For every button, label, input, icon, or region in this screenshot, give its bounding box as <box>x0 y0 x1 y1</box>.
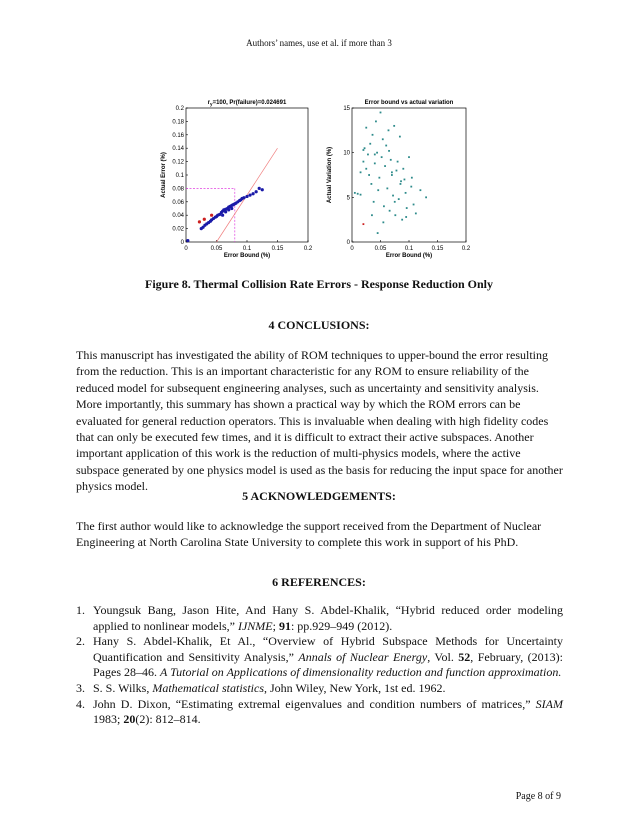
reference-number: 1. <box>76 603 85 617</box>
data-point <box>374 162 376 164</box>
data-point <box>221 214 224 217</box>
y-tick-label: 0 <box>180 240 184 246</box>
data-point <box>186 239 189 242</box>
data-point <box>425 196 427 198</box>
data-point <box>400 183 402 185</box>
y-tick-label: 0.06 <box>172 199 184 206</box>
data-point <box>411 177 413 179</box>
data-point <box>375 121 377 123</box>
x-tick-label: 0.05 <box>374 246 387 252</box>
data-point <box>401 219 403 221</box>
reference-item <box>76 681 563 697</box>
y-tick-label: 0.12 <box>172 159 184 166</box>
data-point <box>399 136 401 138</box>
reference-sep: ; <box>272 618 279 633</box>
data-point <box>410 186 412 188</box>
reference-authors: John D. Dixon, “Estimating extremal eigenvalues and condition numbers of matrices,” <box>93 696 536 711</box>
reference-rest: (2): 812–814. <box>135 712 201 727</box>
acknowledgements-paragraph: The first author would like to acknowledge the support received from the Department of Nuclear Engineering at North Carolina State University to complete this work in support of his PhD. <box>76 519 542 550</box>
chart-title-subscript: y <box>210 101 213 107</box>
data-point <box>245 195 248 198</box>
reference-volume: 52 <box>458 649 471 664</box>
data-point <box>386 188 388 190</box>
data-point <box>203 218 206 221</box>
y-tick-label: 10 <box>343 150 350 157</box>
chart-title-main: =100, Pr(failure)=0.024691 <box>212 100 287 106</box>
reference-item <box>76 603 563 634</box>
y-axis-label: Actual Error (%) <box>161 152 167 198</box>
data-point <box>373 201 375 203</box>
data-point <box>376 152 378 154</box>
data-point <box>374 154 376 156</box>
reference-journal: Mathematical statistics <box>152 680 264 695</box>
data-point <box>363 149 365 151</box>
data-point <box>391 174 393 176</box>
data-point <box>408 156 410 158</box>
chart-title <box>208 100 287 107</box>
y-tick-label: 0.16 <box>172 132 184 139</box>
data-point <box>248 194 251 197</box>
reference-list <box>76 603 563 728</box>
data-point <box>368 174 370 176</box>
x-tick-label: 0.2 <box>461 246 471 252</box>
y-tick-label: 0.04 <box>172 213 184 220</box>
data-point <box>377 232 379 234</box>
x-tick-label: 0 <box>184 246 188 252</box>
data-point <box>405 192 407 194</box>
reference-number: 2. <box>76 634 85 649</box>
reference-sep: , Vol. <box>427 649 459 664</box>
x-tick-label: 0.1 <box>242 246 252 252</box>
y-axis-label: Actual Variation (%) <box>327 146 333 204</box>
data-point <box>261 188 264 191</box>
reference-volume: 91 <box>278 618 291 633</box>
data-point <box>210 214 213 217</box>
reference-authors: Hany S. Abdel-Khalik, Et Al., “Overview of Hybrid Subspace Methods for Uncertainty Quantification and Sensitivity Analysis,” <box>93 634 563 664</box>
data-point <box>370 183 372 185</box>
reference-rest: : pp.929–949 (2012). <box>290 618 393 633</box>
x-tick-label: 0.15 <box>271 246 284 252</box>
data-point <box>371 214 373 216</box>
plot-frame <box>186 108 308 242</box>
x-axis-label: Error Bound (%) <box>223 253 271 259</box>
y-tick-label: 0 <box>346 240 350 246</box>
data-point <box>405 216 407 218</box>
data-point <box>389 210 391 212</box>
reference-authors: Youngsuk Bang, Jason Hite, And Hany S. Abdel-Khalik, “Hybrid reduced order modeling applied to nonlinear models,” <box>93 603 563 633</box>
reference-extra: A Tutorial on Applications of dimensionality reduction and function approximation. <box>160 665 562 680</box>
x-tick-label: 0.15 <box>431 246 444 252</box>
data-point <box>360 171 362 173</box>
y-tick-label: 5 <box>346 195 350 202</box>
data-point <box>382 138 384 140</box>
y-tick-label: 0.2 <box>175 106 184 112</box>
data-point <box>397 161 399 163</box>
y-tick-label: 0.18 <box>172 119 184 126</box>
x-tick-label: 0.05 <box>210 246 223 252</box>
data-point <box>388 150 390 152</box>
data-point <box>383 205 385 207</box>
conclusions-heading: 4 CONCLUSIONS: <box>268 318 370 332</box>
data-point <box>420 189 422 191</box>
data-point <box>367 154 369 156</box>
chart-title-prefix: r <box>207 100 211 106</box>
data-point <box>393 125 395 127</box>
data-point <box>402 168 404 170</box>
x-tick-label: 0.2 <box>303 246 313 252</box>
y-tick-label: 0.02 <box>172 226 184 233</box>
data-point <box>388 129 390 131</box>
figure-caption: Figure 8. Thermal Collision Rate Errors - Response Reduction Only <box>145 277 493 291</box>
conclusions-paragraph: This manuscript has investigated the ability of ROM techniques to upper-bound the error resulting from the reduction. This is an important characteristic for any ROM to ensure reliability of the reduced model for subsequent engineering analyses, such as uncertainty and sensitivity analysis. More importantly, this summary has shown a practical way by which the ROM errors can be evaluated for general reduction operators. This is invaluable when dealing with high fidelity codes that can only be executed few times, and it is difficult to extract their active subspaces. Another important application of this work is the reduction of multi-physics models, where the active subspace generated by one physics model is used as the basis for reducing the input space for another physics model. <box>76 348 563 494</box>
data-point <box>391 171 393 173</box>
data-point <box>381 156 383 158</box>
reference-item <box>76 697 563 728</box>
data-point <box>354 192 356 194</box>
references-heading: 6 REFERENCES: <box>272 575 366 589</box>
data-point <box>252 192 255 195</box>
data-point <box>377 189 379 191</box>
data-point <box>406 207 408 209</box>
x-axis-label: Error Bound (%) <box>385 253 433 259</box>
reference-volume: 20 <box>123 712 136 727</box>
data-point <box>363 161 365 163</box>
data-point <box>357 193 359 195</box>
reference-journal: IJNME <box>237 618 273 633</box>
data-point <box>400 180 402 182</box>
data-point <box>227 208 230 211</box>
reference-journal: Annals of Nuclear Energy <box>298 649 428 664</box>
data-point <box>378 177 380 179</box>
data-point <box>394 214 396 216</box>
data-point <box>242 196 245 199</box>
data-point <box>380 112 382 114</box>
x-tick-label: 0.1 <box>404 246 414 252</box>
data-point <box>415 213 417 215</box>
data-point <box>398 198 400 200</box>
reference-journal: SIAM <box>535 696 563 711</box>
figure-charts <box>0 94 638 266</box>
data-point <box>392 195 394 197</box>
y-tick-label: 15 <box>343 106 350 112</box>
reference-item <box>76 634 563 681</box>
reference-number: 3. <box>76 680 85 695</box>
x-tick-label: 0 <box>350 246 354 252</box>
data-point <box>365 127 367 129</box>
data-point <box>390 159 392 161</box>
reference-authors: S. S. Wilks, <box>93 680 153 695</box>
reference-rest: , February, (2013): Pages 28–46. <box>93 649 563 680</box>
chart-title: Error bound vs actual variation <box>364 100 454 106</box>
reference-sep: 1983; <box>93 712 124 727</box>
running-header: Authors’ names, use et al. if more than 3 <box>246 38 392 48</box>
data-point <box>372 134 374 136</box>
y-tick-label: 0.14 <box>172 146 184 153</box>
data-point <box>365 168 367 170</box>
data-point <box>384 165 386 167</box>
acknowledgements-heading: 5 ACKNOWLEDGEMENTS: <box>242 489 396 503</box>
data-point <box>198 220 201 223</box>
data-point <box>363 223 365 225</box>
figure-8-charts <box>0 94 638 266</box>
data-point <box>360 194 362 196</box>
reference-rest: , John Wiley, New York, 1st ed. 1962. <box>263 680 446 695</box>
data-point <box>255 190 258 193</box>
data-point <box>230 207 233 210</box>
y-tick-label: 0.08 <box>172 186 184 193</box>
data-point <box>369 143 371 145</box>
data-point <box>224 210 227 213</box>
data-point <box>382 221 384 223</box>
data-point <box>364 147 366 149</box>
data-point <box>404 179 406 181</box>
data-point <box>385 145 387 147</box>
data-point <box>413 204 415 206</box>
data-point <box>258 187 261 190</box>
page-number: Page 8 of 9 <box>515 791 561 802</box>
y-tick-label: 0.1 <box>175 173 184 179</box>
reference-number: 4. <box>76 696 85 711</box>
data-point <box>396 170 398 172</box>
data-point <box>394 201 396 203</box>
